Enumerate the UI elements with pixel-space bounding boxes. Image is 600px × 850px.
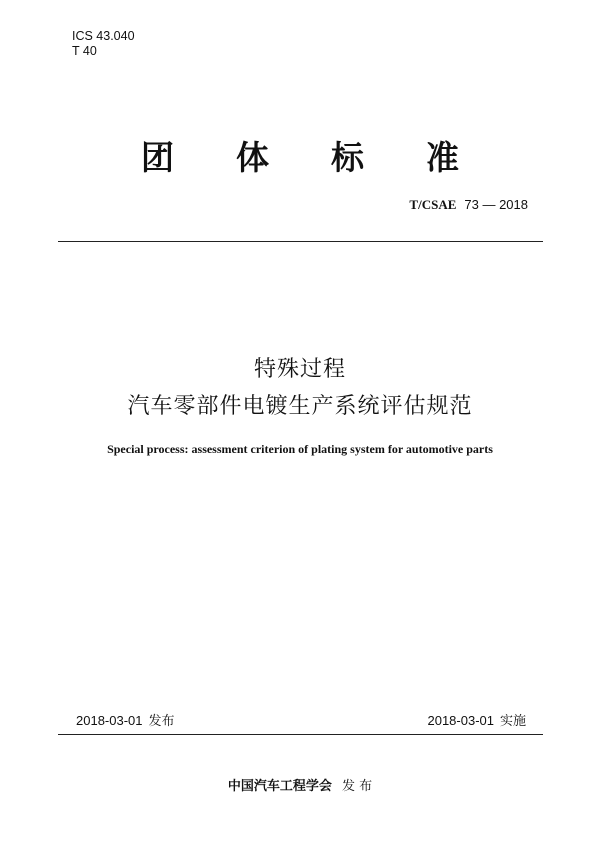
implementation-date-label: 实施 [499,714,526,729]
header-divider [58,241,543,242]
publisher-org: 中国汽车工程学会 [227,779,332,794]
publisher-label: 发 布 [341,779,373,794]
title-line-2: 汽车零部件电镀生产系统评估规范 [127,394,473,419]
standard-number-value: 73 — 2018 [464,197,528,212]
publisher [0,778,600,796]
footer-divider [58,734,543,735]
implementation-date [427,713,526,730]
ccs-code: T 40 [72,44,97,58]
standard-org-code: T/CSAE [409,197,457,212]
issue-date-value: 2018-03-01 [76,713,143,728]
title-line-1: 特殊过程 [253,357,346,382]
issue-date [76,713,175,730]
ics-code: ICS 43.040 [72,29,135,43]
issue-date-label: 发布 [148,714,175,729]
standard-number [409,197,528,214]
document-type-char: 准 [426,138,459,177]
document-type-char: 标 [331,138,364,177]
document-type-char: 体 [236,138,269,177]
document-type-char: 团 [141,138,174,177]
implementation-date-value: 2018-03-01 [427,713,494,728]
document-type-heading [0,138,600,178]
title-english: Special process: assessment criterion of plating system for automotive parts [107,442,493,456]
